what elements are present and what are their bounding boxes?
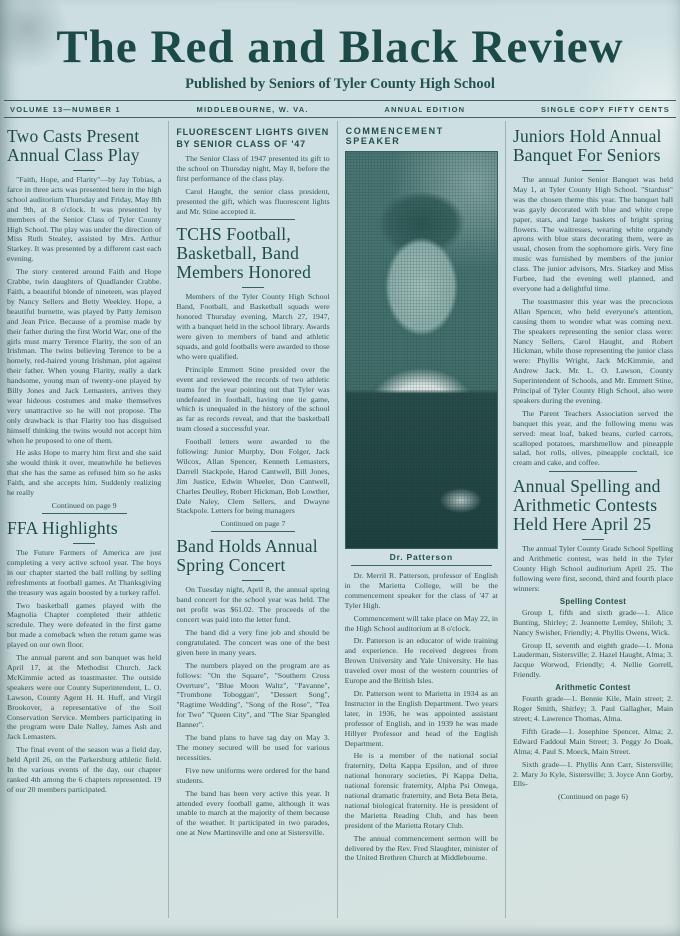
spelling-contest-subhead: Spelling Contest <box>559 596 627 606</box>
article-junior-senior-banquet <box>513 127 673 468</box>
article-headline: FFA Highlights <box>7 518 118 538</box>
article-commencement-speaker <box>345 571 498 863</box>
article-headline: Juniors Hold Annual Banquet For Seniors <box>512 126 662 165</box>
article-paragraph: The band has been very active this year. It attended every football game, although it was unable to march at the majority of them because of the weather. It participated in two parades, one at New Martinsville and one at Sistersville. <box>176 788 330 838</box>
article-paragraph: The band plans to have tag day on May 3. The money secured will be used for various necessities. <box>176 733 330 762</box>
article-divider-rule <box>211 531 295 532</box>
column-3 <box>337 121 505 918</box>
article-paragraph: Principle Emmett Stine presided over the event and reviewed the records of two athletic teams for the year pointing out that Tyler was undefeated in football, having one tie game, which is unequaled in the history of the school as far as records reveal, and that the basketball team closed a successful year. <box>176 364 330 434</box>
article-paragraph: He is a member of the national social fraternity, Delta Kappa Epsilon, and of three national honorary societies, Pi Kappa Delta, national forensic fraternity, Alpha Psi Omega, national dramatic fraternity, and Beta Beta Beta, national biological fraternity. He is president of the Marietta Reading Club, and has been president of the Marietta Rotary Club. <box>344 751 498 830</box>
article-fluorescent-lights <box>176 126 329 216</box>
copy-price: SINGLE COPY FIFTY CENTS <box>540 105 670 114</box>
continued-notice: (Continued on page 6) <box>557 792 628 802</box>
article-members-honored <box>176 225 329 528</box>
article-paragraph: "Faith, Hope, and Flarity"—by Jay Tobias, a farce in three acts was presented here in the high school auditorium Thursday and Friday, May 8th and 9th, at 8 o'clock. It was presented by members of the Senior Class of Tyler County High School. The play was under the direction of Miss Ruth Stealey, assisted by Mrs. Arthur Starkey. It was presented by a different cast each evening. <box>7 175 162 264</box>
article-paragraph: The Future Farmers of America are just completing a very active school year. The boys in our chapter started the ball rolling by selling refreshments at football games. At Thanksgiving the treasury was again boosted by a turkey raffel. <box>7 548 162 597</box>
masthead <box>0 0 680 118</box>
article-paragraph: The Senior Class of 1947 presented its gift to the school on Thursday night, May 8, before the first performance of the class play. <box>176 154 330 183</box>
article-paragraph: The story centered around Faith and Hope Crabbe, twin daughters of Quadlander Crabbe. Faith, a beautiful blonde of nineteen, was played by Nancy Sellers and Betty Weekley. Hope, a beautiful burnette, was played by Patty Jemison and Jean Price. Because of a promise made by their father during the first World War, one of the girls must marry Terence Flarity, the son of an Irishman. The twins believing Terence to be a homely, red-haired young Irishman, plot against their father. When young Flarity, really a dark handsome, young man of twenty-one played by Billy Jones and Jack Lemasters, arrives they wear hideous costumes and make themselves very unattractive so he will not propose. The only drawback is that Flarity too has disguised himself thinking the twins would not accept him when he proposed to one of them. <box>7 267 162 445</box>
article-paragraph: The toastmaster this year was the precocious Allan Spencer, who held everyone's attention, causing them to wonder what was coming next. The speakers representing the senior class were: Nancy Sellers, Carol Haught, and Robert Hickman, while those representing the junior class were: Phyllis Wright, Jack McKimmie, and Andrew Jack. Mr. L. O. Lawson, County Superintendent of Schools, and Mr. Emmett Stine, Principal of Tyler County High School, also were speakers during the evening. <box>512 296 673 405</box>
contest-results: Group I, fifth and sixth grade—1. Alice Bunting, Shirley; 2. Jeannette Lemley, Shiloh; 3. Nancy Swisher, Friendly; 4. Phyllis Owens, Wick. <box>512 607 673 637</box>
headline-dash <box>73 170 95 171</box>
paper-subtitle: Published by Seniors of Tyler County High School <box>185 76 495 92</box>
article-divider-rule <box>211 219 295 220</box>
patterson-portrait-photo <box>345 151 498 549</box>
column-4 <box>505 121 680 918</box>
headline-dash <box>242 287 264 288</box>
article-headline: FLUORESCENT LIGHTS GIVEN BY SENIOR CLASS OF '47 <box>176 127 330 149</box>
article-paragraph: Members of the Tyler County High School Band, Football, and Basketball squads were honored Thursday evening, March 27, 1947, with a banquet held in the school library. Awards were given to members of band and athletic squads, and gold footballs were awarded to those who were qualified. <box>176 292 330 361</box>
article-headline: Annual Spelling and Arithmetic Contests Held Here April 25 <box>512 476 661 535</box>
article-paragraph: Dr. Patterson is an educator of wide training and experience. He received degrees from Brown University and Yale University. He has traveled over most of the western countries of Europe and the British Isles. <box>344 636 498 686</box>
article-paragraph: Two basketball games played with the Magnolia Chapter completed their athletic scredule. They were defeated in the first game but made a comeback when the return game was played on our own floor. <box>7 600 162 650</box>
column-2 <box>168 121 336 918</box>
article-paragraph: On Tuesday night, April 8, the annual spring band concert for the school year was held. The net profit was $61.02. The proceeds of the concert was paid into the letter fund. <box>176 585 330 625</box>
publication-location: MIDDLEBOURNE, W. VA. <box>196 105 309 114</box>
article-paragraph: Commencement will take place on May 22, in the High School auditorium at 8 o'clock. <box>344 613 498 633</box>
article-divider-rule <box>42 513 127 514</box>
article-ffa-highlights <box>7 519 161 795</box>
article-paragraph: The annual Tyler County Grade School Spelling and Arithmetic contest, was held in the Tyler County High School auditorium April 25. The following were first, second, third and fourth place winners: <box>512 544 673 593</box>
article-two-casts-play <box>7 127 161 510</box>
article-divider-rule <box>549 471 637 472</box>
article-paragraph: The annual parent and son banquet was held April 17, at the Methodist Church. Jack McKimmie acted as toastmaster. The outside speakers were our County Superintendent, L. O. Lawson, County Agent H. H. Huff, and Virgil Brookover, a representative of the Soil Conservation Service. Members participating in the program were Dale Nalley, James Ash and Jack Lemasters. <box>7 653 162 742</box>
article-paragraph: The Parent Teachers Association served the banquet this year, and the following menu was served: meat loaf, baked beans, curled carrots, scalloped potatoes, marshmellow and pineapple salad, hot rolls, olives, pineapple cocktail, ice cream and cake, and coffee. <box>512 408 673 468</box>
article-paragraph: Football letters were awarded to the following: Junior Murphy, Don Folger, Jack Wilcox, Allan Spencer, Kenneth Lemasters, Darrell Stackpole, Harod Cantwell, Bill Jones, Jim Justice, Edwin Wheeler, Don Cantwell, Charles Deulley, Robert Hickman, Bob Lowther, Dale Naley, Clem Sellers, and Dwayne Stackpole. Letters for being managers <box>176 437 330 516</box>
article-headline: Band Holds Annual Spring Concert <box>176 536 318 576</box>
contest-results: Sixth grade—1. Phyllis Ann Carr, Sistersville; 2. Mary Jo Kyle, Sistersville; 3. Joyce Ann Gorby, Ells- <box>512 759 673 789</box>
page-columns <box>0 121 680 918</box>
article-spring-concert <box>176 537 329 838</box>
masthead-rule-bottom <box>4 117 676 118</box>
article-paragraph: Five new uniforms were ordered for the band students. <box>176 765 330 785</box>
headline-dash <box>582 539 604 540</box>
caption-rule <box>351 565 492 566</box>
article-paragraph: The annual Junior Senior Banquet was held May 1, at Tyler County High School. "Stardust" was the chosen theme this year. The banquet hall was gayly decorated with blue and white crepe paper, stars, and large baskets of bright spring flowers. The waitresses, wearing white organdy aprons with blue stars decorating them, were as usual, chosen from the sophomore girls. Very fine music was furnished by members of the junior class. The junior advisors, Mrs. Starkey and Miss Furbee, had the evening well planned, and everyone had a delightful time. <box>512 175 673 293</box>
article-paragraph: The final event of the season was a field day, held April 26, on the Parkersburg athletic field. In the various events of the day, our chapter ranked 4th among the 6 chapters represented. 19 of our 20 members participated. <box>7 745 162 794</box>
contest-results: Fourth grade—1. Bennie Kile, Main street; 2. Roger Smith, Shirley; 3. Paul Gallagher, Main street; 4. Lawrence Thomas, Alma. <box>512 694 673 723</box>
article-paragraph: Dr. Merril R. Patterson, professor of English in the Marietta College, will be the commencement speaker for the class of '47 at Tyler High. <box>344 571 498 610</box>
article-paragraph: The band did a very fine job and should be congratulated. The concert was one of the best given here in many years. <box>176 628 330 657</box>
continued-notice: Continued on page 7 <box>220 519 286 529</box>
paper-title: The Red and Black Review <box>56 21 624 73</box>
edition-label: ANNUAL EDITION <box>384 105 466 114</box>
contest-results: Group II, seventh and eighth grade—1. Mona Lauderman, Sistersville; 2. Hazel Haught, Alma; 3. Jacque Worwod, Friendly; 4. Nellie Gorrell, Friendly. <box>512 640 673 680</box>
article-paragraph: Dr. Patterson went to Marietta in 1934 as an Instructor in the English Department. Two years later, in 1936, he was appointed assistant professor of English, and in 1939 he was made Hillyer Professor and head of the English Department. <box>344 688 498 748</box>
article-paragraph: Carol Haught, the senior class president, presented the gift, which was fluorescent lights and Mr. Stine accepted it. <box>176 186 330 216</box>
headline-dash <box>582 170 604 171</box>
article-headline: TCHS Football, Basketball, Band Members Honored <box>176 224 312 283</box>
article-paragraph: He asks Hope to marry him first and she said she would think it over, meanwhile he believes that she has the same as refused him so he asks Faith, and she accepts him. Suddenly realizing he really <box>7 448 162 498</box>
headline-dash <box>73 543 95 544</box>
continued-notice: Continued on page 9 <box>51 501 117 510</box>
volume-number: VOLUME 13—NUMBER 1 <box>10 105 121 114</box>
column-1 <box>0 121 168 918</box>
photo-heading: COMMENCEMENT SPEAKER <box>345 126 444 146</box>
dateline <box>0 101 680 117</box>
photo-caption: Dr. Patterson <box>389 552 453 562</box>
article-paragraph: The numbers played on the program are as follows: "On the Square", "Southern Cross Overture", "Blue Moon Waltz", "Pavanne", "Trombone Toboggan", "Dessert Song", "Ragtime Wedding", "Song of the Rose", "Tea for Two" "Queen City", and "The Star Spangled Banner". <box>176 660 330 730</box>
article-spelling-arithmetic-contests <box>513 477 673 801</box>
article-paragraph: The annual commencement sermon will be delivered by the Rev. Fred Slaughter, minister of the United Brethren Church at Middlebourne. <box>344 833 498 863</box>
article-headline: Two Casts Present Annual Class Play <box>7 126 140 165</box>
contest-results: Fifth Grade—1. Josephine Spencer, Alma; 2. Edward Faddoul Main Street; 3. Peggy Jo Doak, Alma; 4. Paul S. Moeck, Main Street. <box>512 726 673 756</box>
headline-dash <box>242 580 264 581</box>
arithmetic-contest-subhead: Arithmetic Contest <box>555 683 631 693</box>
